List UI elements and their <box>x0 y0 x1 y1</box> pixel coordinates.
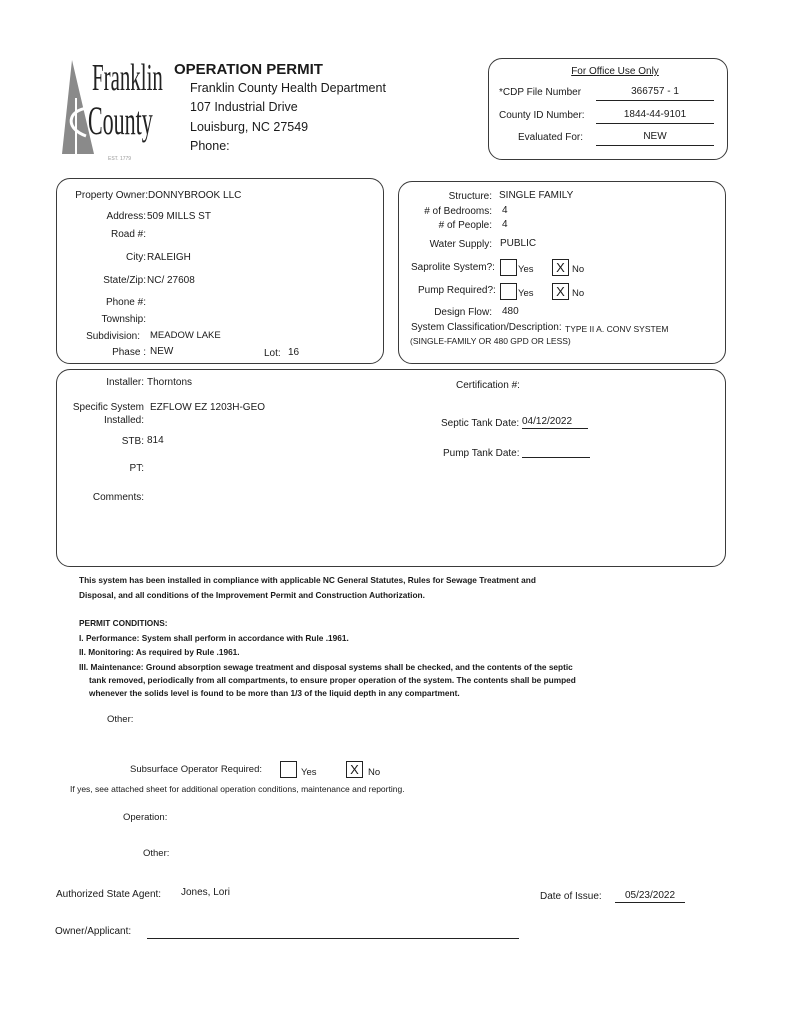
lot-label: Lot: <box>264 348 281 359</box>
certification-label: Certification #: <box>456 380 520 391</box>
city-label: City: <box>126 252 146 263</box>
phone-label: Phone #: <box>105 297 146 308</box>
operator-note: If yes, see attached sheet for additional operation conditions, maintenance and reporting. <box>70 784 405 794</box>
road-label: Road #: <box>110 229 146 240</box>
county-id-label: County ID Number: <box>499 110 585 121</box>
condition-num: II. <box>79 647 86 657</box>
specific-system-label-2: Installed: <box>103 415 144 426</box>
installation-info-box <box>56 369 726 567</box>
phase-value: NEW <box>150 346 174 357</box>
date-of-issue-value: 05/23/2022 <box>615 890 685 903</box>
system-class-value: TYPE II A. CONV SYSTEM <box>565 324 669 334</box>
address-value: 509 MILLS ST <box>147 211 211 222</box>
system-class-label: System Classification/Description: <box>411 322 562 333</box>
state-zip-value: NC/ 27608 <box>147 275 195 286</box>
septic-tank-date-label: Septic Tank Date: <box>441 418 520 429</box>
bedrooms-label: # of Bedrooms: <box>424 206 492 217</box>
water-supply-label: Water Supply: <box>429 239 492 250</box>
compliance-line-2: Disposal, and all conditions of the Improvement Permit and Construction Authorization. <box>79 590 425 600</box>
installer-label: Installer: <box>106 377 144 388</box>
city-value: RALEIGH <box>147 252 191 263</box>
operator-yes-checkbox[interactable] <box>280 761 297 778</box>
system-class-note: (SINGLE-FAMILY OR 480 GPD OR LESS) <box>410 336 571 346</box>
pump-yes-checkbox[interactable] <box>500 283 517 300</box>
specific-system-value: EZFLOW EZ 1203H-GEO <box>150 402 266 413</box>
condition-item <box>79 662 573 672</box>
logo-subtext: EST. 1779 <box>108 156 132 162</box>
logo-text-franklin: Franklin <box>92 57 163 99</box>
water-supply-value: PUBLIC <box>500 238 537 249</box>
address-label: Address: <box>106 211 146 222</box>
township-label: Township: <box>101 314 146 325</box>
stb-label: STB: <box>121 436 144 447</box>
stb-value: 814 <box>147 435 164 446</box>
operator-other-label: Other: <box>143 848 170 859</box>
authorized-agent-value: Jones, Lori <box>181 887 230 898</box>
pump-no-label: No <box>572 288 585 299</box>
design-flow-value: 480 <box>502 306 519 317</box>
condition-3-line-2: tank removed, periodically from all compartments, to ensure proper operation of the system. The contents shall be pumped <box>89 675 576 685</box>
installer-value: Thorntons <box>147 377 193 388</box>
property-owner-label: Property Owner: <box>75 190 148 201</box>
authorized-agent-label: Authorized State Agent: <box>56 889 162 900</box>
franklin-county-logo <box>58 58 162 166</box>
conditions-other-label: Other: <box>107 714 134 725</box>
saprolite-yes-label: Yes <box>518 264 534 275</box>
compliance-line-1: This system has been installed in compliance with applicable NC General Statutes, Rules for Sewage Treatment and <box>79 575 536 585</box>
pt-label: PT: <box>129 463 144 474</box>
operator-yes-label: Yes <box>301 767 317 778</box>
department-city: Louisburg, NC 27549 <box>190 120 309 134</box>
evaluated-for-value: NEW <box>596 131 714 146</box>
state-zip-label: State/Zip: <box>103 275 146 286</box>
subdivision-label: Subdivision: <box>86 331 140 342</box>
comments-label: Comments: <box>92 492 144 503</box>
condition-num: III. <box>79 662 89 672</box>
date-of-issue-label: Date of Issue: <box>540 891 602 902</box>
pump-required-label: Pump Required?: <box>418 285 496 296</box>
page-title: OPERATION PERMIT <box>174 61 323 78</box>
cdp-file-value: 366757 - 1 <box>596 86 714 101</box>
operator-no-label: No <box>368 767 381 778</box>
subdivision-value: MEADOW LAKE <box>150 330 221 341</box>
evaluated-for-label: Evaluated For: <box>518 132 584 143</box>
saprolite-no-label: No <box>572 264 585 275</box>
structure-value: SINGLE FAMILY <box>499 190 574 201</box>
department-name: Franklin County Health Department <box>190 81 386 95</box>
property-owner-value: DONNYBROOK LLC <box>148 190 242 201</box>
pump-yes-label: Yes <box>518 288 534 299</box>
condition-item <box>79 647 240 657</box>
subsurface-operator-label: Subsurface Operator Required: <box>130 764 263 775</box>
permit-conditions-heading: PERMIT CONDITIONS: <box>79 618 168 628</box>
condition-3-line-3: whenever the solids level is found to be more than 1/3 of the liquid depth in any compartment. <box>89 688 460 698</box>
department-phone-label: Phone: <box>190 139 230 153</box>
department-address: 107 Industrial Drive <box>190 100 298 114</box>
people-value: 4 <box>502 219 508 230</box>
condition-text: Performance: System shall perform in accordance with Rule .1961. <box>85 633 349 643</box>
pump-no-checkbox[interactable]: X <box>552 283 569 300</box>
logo-text-county: County <box>88 98 153 143</box>
saprolite-no-checkbox[interactable]: X <box>552 259 569 276</box>
pump-tank-date-label: Pump Tank Date: <box>443 448 520 459</box>
condition-item <box>79 633 349 643</box>
pump-tank-date-value <box>522 446 590 458</box>
owner-signature-line[interactable] <box>147 938 519 939</box>
structure-label: Structure: <box>448 191 492 202</box>
septic-tank-date-value: 04/12/2022 <box>522 416 588 429</box>
bedrooms-value: 4 <box>502 205 508 216</box>
people-label: # of People: <box>438 220 492 231</box>
condition-text: Monitoring: As required by Rule .1961. <box>88 647 240 657</box>
specific-system-label: Specific System <box>72 402 144 413</box>
owner-applicant-label: Owner/Applicant: <box>55 926 132 937</box>
saprolite-yes-checkbox[interactable] <box>500 259 517 276</box>
phase-label: Phase : <box>112 347 146 358</box>
saprolite-label: Saprolite System?: <box>411 262 495 273</box>
operation-label: Operation: <box>123 812 168 823</box>
operator-no-checkbox[interactable]: X <box>346 761 363 778</box>
cdp-file-label: *CDP File Number <box>499 87 582 98</box>
condition-text: Maintenance: Ground absorption sewage treatment and disposal systems shall be checked, and the contents of the septic <box>90 662 573 672</box>
office-use-heading: For Office Use Only <box>571 66 659 77</box>
design-flow-label: Design Flow: <box>434 307 492 318</box>
lot-value: 16 <box>288 347 300 358</box>
condition-num: I. <box>79 633 84 643</box>
county-id-value: 1844-44-9101 <box>596 109 714 124</box>
